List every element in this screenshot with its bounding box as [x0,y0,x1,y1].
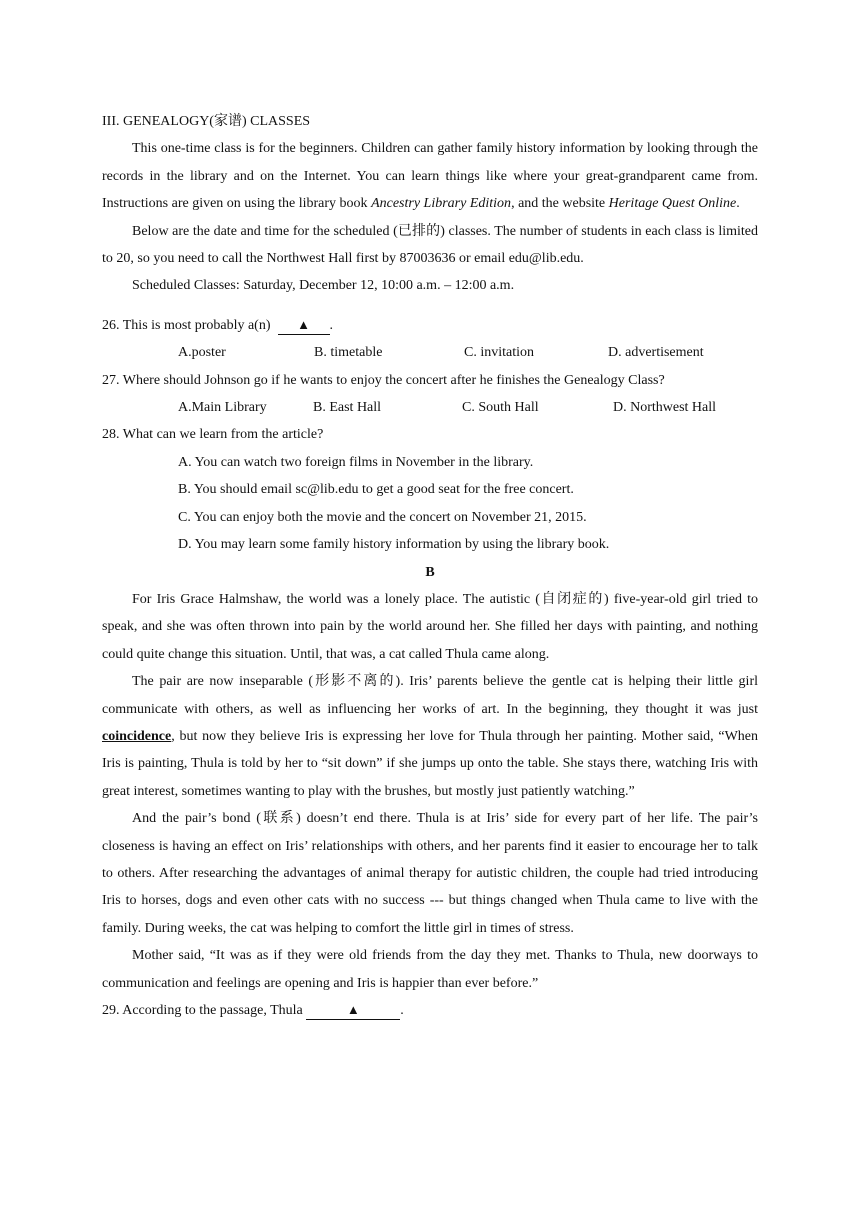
section-paragraph-2: Below are the date and time for the scheduled (已排的) classes. The number of students in each class is limited to 20, so you need to call the Northwest Hall first by 87003636 or email edu@lib.edu. [102,223,758,267]
option-d: D. advertisement [608,345,704,361]
question-28: 28. What can we learn from the article? [102,427,324,443]
passage-paragraph-1: For Iris Grace Halmshaw, the world was a lonely place. The autistic (自闭症的) five-year-old girl tried to speak, and she was often thrown into pain by the world around her. She filled her days with painting, and nothing could quite change this situation. Until, that was, a cat called Thula came along. [102,591,758,662]
option-b: B. You should email sc@lib.edu to get a good seat for the free concert. [178,482,574,498]
option-c: C. South Hall [462,400,539,416]
option-b: B. timetable [314,345,383,361]
answer-blank [278,317,330,335]
passage-label: B [425,564,435,580]
question-27: 27. Where should Johnson go if he wants to enjoy the concert after he finishes the Genealogy Class? [102,372,665,388]
option-b: B. East Hall [313,400,382,416]
option-a: A.Main Library [178,400,267,416]
option-d: D. Northwest Hall [613,400,717,416]
book-title: Ancestry Library Edition [371,196,512,212]
question-26-options [102,339,758,366]
underlined-word: coincidence [102,728,172,744]
question-29: 29. According to the passage, Thula ▲ . [102,1002,404,1018]
option-a: A.poster [178,345,226,361]
scheduled-classes: Scheduled Classes: Saturday, December 12, 10:00 a.m. – 12:00 a.m. [132,278,515,294]
answer-blank [306,1002,400,1020]
option-d: D. You may learn some family history information by using the library book. [178,537,610,553]
passage-paragraph-4: Mother said, “It was as if they were old friends from the day they met. Thanks to Thula, new doorways to communication and feelings are opening and Iris is happier than ever before.” [102,948,758,991]
question-27-options [102,394,758,421]
passage-paragraph-3: And the pair’s bond (联系) doesn’t end there. Thula is at Iris’ side for every part of her life. The pair’s closeness is having an effect on Iris’ relationships with others, and her parents find it easier to encourage her to talk to others. After researching the advantages of animal therapy for autistic children, the couple had tried introducing Iris to horses, dogs and even other cats with no success --- but things changed when Thula came to live with the family. During weeks, the cat was helping to comfort the little girl in times of stress. [102,811,758,936]
website-title: Heritage Quest Online [608,196,737,212]
passage-paragraph-2: The pair are now inseparable (形影不离的). Iris’ parents believe the gentle cat is helping their little girl communicate with others, as well as influencing her works of art. In the beginning, they thought it was just coincidence, but now they believe Iris is expressing her love for Thula through her painting. Mother said, “When Iris is painting, Thula is told by her to “sit down” if she jumps up onto the table. She stays there, watching Iris with great interest, sometimes wanting to play with the brushes, but mostly just patiently watching.” [102,674,758,799]
question-26: 26. This is most probably a(n) ▲ . [102,316,334,333]
option-c: C. You can enjoy both the movie and the concert on November 21, 2015. [178,509,587,525]
option-a: A. You can watch two foreign films in November in the library. [178,454,534,470]
section-paragraph-1: This one-time class is for the beginners. Children can gather family history information by looking through the records in the library and on the Internet. You can learn things like where your great-grandparent came from. Instructions are given on using the library book Ancestry Library Edition, and the website Heritage Quest Online. [102,141,758,212]
option-c: C. invitation [464,345,534,361]
section-heading: III. GENEALOGY(家谱) CLASSES [102,114,311,129]
triangle-icon: ▲ [346,1002,360,1017]
document-page [102,108,758,1024]
triangle-icon: ▲ [297,316,310,332]
